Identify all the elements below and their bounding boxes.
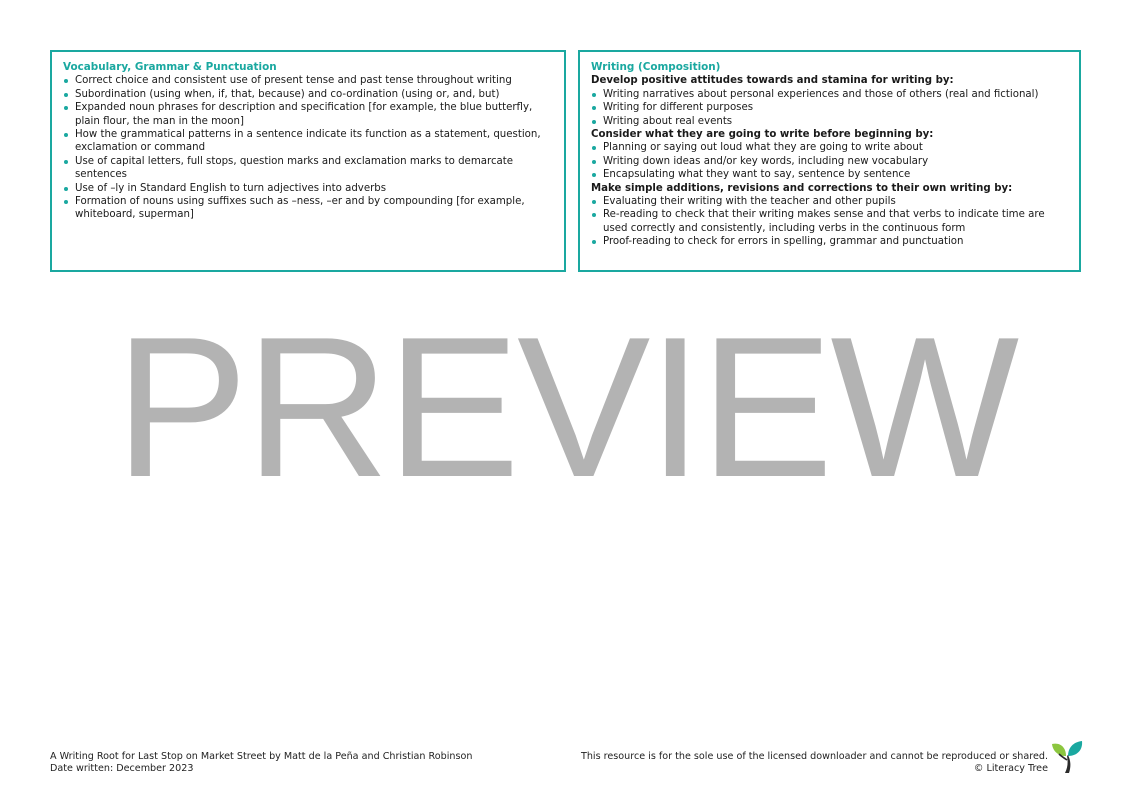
list-item [591, 168, 1068, 181]
bullet-dot-icon [64, 200, 68, 204]
section-heading: Make simple additions, revisions and corrections to their own writing by: [591, 182, 1013, 194]
list-item [591, 141, 1068, 154]
bullet-dot-icon [592, 160, 596, 164]
list-item-text: Re-reading to check that their writing makes sense and that verbs to indicate time are used correctly and consistently, including verbs in the continuous form [603, 209, 1045, 234]
list-item [591, 235, 1068, 248]
footer-left [50, 751, 472, 775]
bullet-dot-icon [592, 200, 596, 204]
bullet-dot-icon [64, 93, 68, 97]
list-item-text: Use of capital letters, full stops, question marks and exclamation marks to demarcate sentences [75, 155, 514, 181]
list-item [63, 195, 553, 222]
preview-watermark: PREVIEW [114, 296, 1017, 519]
list-item-text: Expanded noun phrases for description and specification [for example, the blue butterfly, plain flour, the man in the moon] [75, 102, 533, 127]
list-item-text: Writing narratives about personal experiences and those of others (real and fictional) [603, 88, 1039, 100]
list-item [63, 128, 553, 155]
copyright: © Literacy Tree [973, 763, 1048, 774]
list-item [591, 155, 1068, 168]
footer-right [581, 751, 1048, 775]
list-item [63, 155, 553, 182]
list-item [63, 101, 553, 128]
list-item [63, 182, 553, 195]
bullet-dot-icon [592, 120, 596, 124]
bullet-dot-icon [592, 173, 596, 177]
list-item-text: Subordination (using when, if, that, because) and co-ordination (using or, and, but) [75, 88, 500, 100]
section-heading: Consider what they are going to write before beginning by: [591, 129, 934, 141]
list-item [591, 115, 1068, 128]
list-item-text: Proof-reading to check for errors in spelling, grammar and punctuation [603, 236, 964, 248]
list-item [591, 208, 1068, 235]
list-item-text: How the grammatical patterns in a sentence indicate its function as a statement, question, exclamation or command [75, 129, 541, 154]
license-notice: This resource is for the sole use of the licensed downloader and cannot be reproduced or shared. [580, 751, 1048, 762]
list-item-text: Evaluating their writing with the teacher and other pupils [603, 196, 896, 208]
bullet-dot-icon [64, 106, 68, 110]
bullet-dot-icon [592, 106, 596, 110]
list-item-text: Encapsulating what they want to say, sentence by sentence [603, 169, 911, 181]
vocabulary-box-title: Vocabulary, Grammar & Punctuation [63, 61, 277, 73]
list-item-text: Correct choice and consistent use of present tense and past tense throughout writing [75, 75, 512, 87]
list-item [591, 88, 1068, 101]
list-item-text: Writing for different purposes [603, 102, 754, 114]
bullet-dot-icon [592, 213, 596, 217]
list-item [63, 88, 553, 101]
book-credit: A Writing Root for Last Stop on Market Street by Matt de la Peña and Christian Robinson [50, 751, 473, 762]
composition-list [591, 141, 1068, 181]
list-item-text: Writing about real events [603, 115, 733, 127]
bullet-dot-icon [592, 146, 596, 150]
composition-list [591, 195, 1068, 249]
bullet-dot-icon [64, 160, 68, 164]
list-item-text: Formation of nouns using suffixes such as –ness, –er and by compounding [for example, whiteboard, superman] [75, 196, 525, 221]
bullet-dot-icon [592, 93, 596, 97]
section-heading: Develop positive attitudes towards and stamina for writing by: [591, 75, 954, 87]
bullet-dot-icon [64, 133, 68, 137]
list-item [591, 195, 1068, 208]
list-item [591, 101, 1068, 114]
writing-box-title: Writing (Composition) [591, 61, 721, 73]
list-item [63, 74, 553, 87]
list-item-text: Writing down ideas and/or key words, including new vocabulary [603, 155, 929, 167]
composition-list [591, 88, 1068, 128]
bullet-dot-icon [64, 79, 68, 83]
bullet-dot-icon [64, 187, 68, 191]
date-written: Date written: December 2023 [50, 763, 194, 774]
list-item-text: Planning or saying out loud what they are going to write about [603, 142, 923, 154]
bullet-dot-icon [592, 240, 596, 244]
list-item-text: Use of –ly in Standard English to turn adjectives into adverbs [75, 182, 387, 194]
writing-composition-box [578, 50, 1081, 272]
literacy-tree-logo-icon [1051, 740, 1083, 774]
vocabulary-grammar-punctuation-box [50, 50, 566, 272]
vocabulary-list [63, 74, 553, 221]
